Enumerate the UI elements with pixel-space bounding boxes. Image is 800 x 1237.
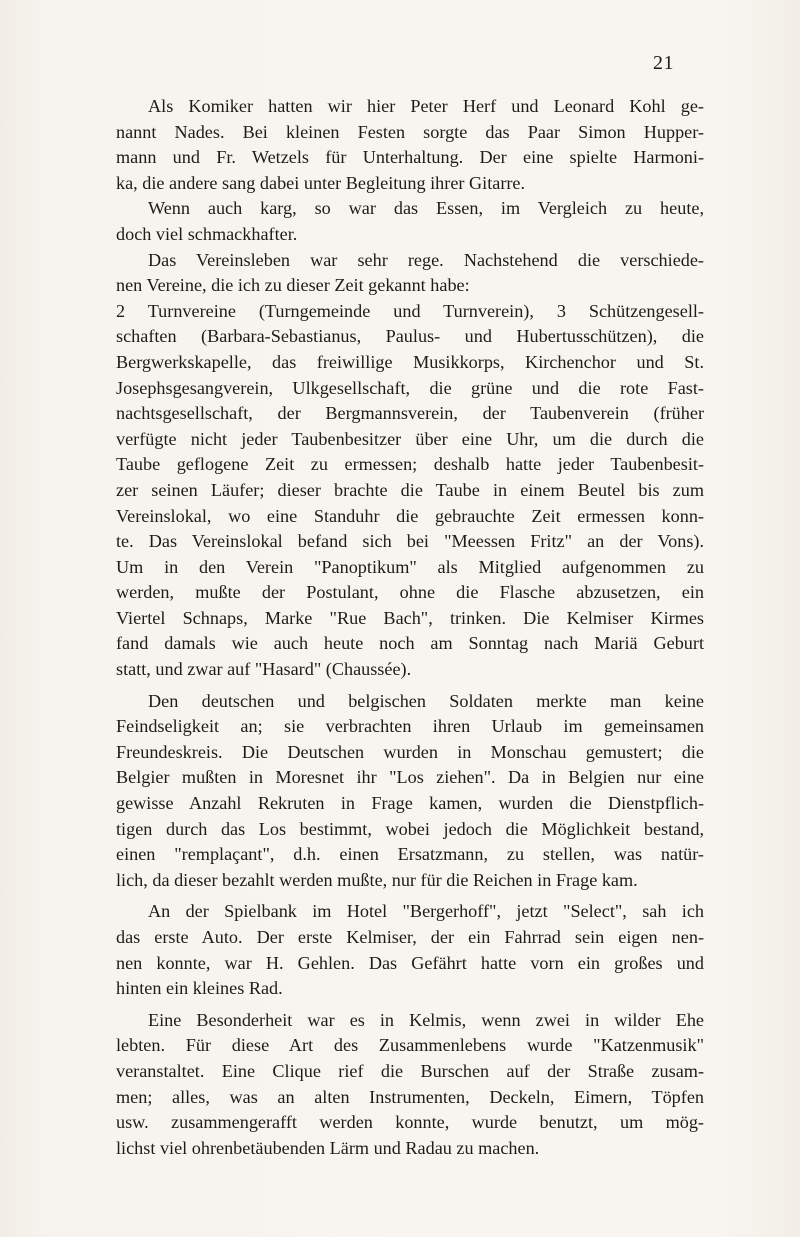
text-line: statt, und zwar auf "Hasard" (Chaussée).	[116, 659, 412, 680]
text-line: fand damals wie auch heute noch am Sonntag nach Mariä Geburt	[116, 633, 704, 654]
text-line: nachtsgesellschaft, der Bergmannsverein, der Taubenverein (früher	[116, 403, 704, 424]
text-line: men; alles, was an alten Instrumenten, Deckeln, Eimern, Töpfen	[116, 1086, 704, 1107]
text-line: lichst viel ohrenbetäubenden Lärm und Radau zu machen.	[116, 1137, 540, 1158]
text-line: Freundeskreis. Die Deutschen wurden in Monschau gemustert; die	[116, 741, 704, 762]
text-line: gewisse Anzahl Rekruten in Frage kamen, wurden die Dienstpflich-	[116, 793, 704, 814]
text-line: ka, die andere sang dabei unter Begleitung ihrer Gitarre.	[116, 172, 526, 193]
body-text	[116, 94, 704, 1161]
text-line: Vereinslokal, wo eine Standuhr die gebrauchte Zeit ermessen konn-	[116, 505, 704, 526]
text-line: Das Vereinsleben war sehr rege. Nachstehend die verschiede-	[148, 249, 704, 270]
text-line: Eine Besonderheit war es in Kelmis, wenn zwei in wilder Ehe	[148, 1009, 704, 1030]
paragraph	[116, 299, 704, 683]
paragraph	[116, 248, 704, 299]
paragraph	[116, 689, 704, 894]
text-line: Bergwerkskapelle, das freiwillige Musikkorps, Kirchenchor und St.	[116, 351, 704, 372]
paragraph	[116, 1008, 704, 1162]
text-line: mann und Fr. Wetzels für Unterhaltung. Der eine spielte Harmoni-	[116, 147, 704, 168]
text-line: Den deutschen und belgischen Soldaten merkte man keine	[148, 690, 704, 711]
text-line: te. Das Vereinslokal befand sich bei "Meessen Fritz" an der Vons).	[116, 531, 704, 552]
text-line: lebten. Für diese Art des Zusammenlebens wurde "Katzenmusik"	[116, 1035, 704, 1056]
text-line: usw. zusammengerafft werden konnte, wurde benutzt, um mög-	[116, 1112, 704, 1133]
text-line: Taube geflogene Zeit zu ermessen; deshalb hatte jeder Taubenbesit-	[116, 454, 704, 475]
text-line: Viertel Schnaps, Marke "Rue Bach", trinken. Die Kelmiser Kirmes	[116, 607, 704, 628]
text-line: werden, mußte der Postulant, ohne die Flasche abzusetzen, ein	[116, 582, 704, 603]
text-line: nen Vereine, die ich zu dieser Zeit gekannt habe:	[116, 275, 470, 296]
text-line: das erste Auto. Der erste Kelmiser, der ein Fahrrad sein eigen nen-	[116, 927, 704, 947]
text-line: veranstaltet. Eine Clique rief die Burschen auf der Straße zusam-	[116, 1060, 704, 1081]
paragraph	[116, 94, 704, 196]
text-line: einen "remplaçant", d.h. einen Ersatzmann, zu stellen, was natür-	[116, 844, 704, 865]
text-line: An der Spielbank im Hotel "Bergerhoff", jetzt "Select", sah ich	[148, 901, 704, 922]
text-line: zer seinen Läufer; dieser brachte die Taube in einem Beutel bis zum	[116, 479, 704, 500]
text-line: doch viel schmackhafter.	[116, 223, 298, 244]
text-line: verfügte nicht jeder Taubenbesitzer über eine Uhr, um die durch die	[116, 428, 704, 449]
text-line: Um in den Verein "Panoptikum" als Mitglied aufgenommen zu	[116, 556, 704, 577]
text-line: lich, da dieser bezahlt werden mußte, nur für die Reichen in Frage kam.	[116, 869, 638, 890]
text-line: 2 Turnvereine (Turngemeinde und Turnverein), 3 Schützengesell-	[116, 300, 704, 321]
paragraph	[116, 196, 704, 247]
text-line: Belgier mußten in Moresnet ihr "Los ziehen". Da in Belgien nur eine	[116, 767, 704, 788]
page-number: 21	[653, 52, 674, 74]
text-line: hinten ein kleines Rad.	[116, 978, 283, 999]
text-line: Josephsgesangverein, Ulkgesellschaft, die grüne und die rote Fast-	[116, 377, 704, 398]
text-line: Als Komiker hatten wir hier Peter Herf und Leonard Kohl ge-	[148, 96, 704, 116]
text-line: schaften (Barbara-Sebastianus, Paulus- und Hubertusschützen), die	[116, 326, 704, 347]
text-line: Wenn auch karg, so war das Essen, im Vergleich zu heute,	[148, 198, 704, 219]
paragraph	[116, 899, 704, 1001]
text-line: tigen durch das Los bestimmt, wobei jedoch die Möglichkeit bestand,	[116, 818, 704, 839]
text-line: Feindseligkeit an; sie verbrachten ihren Urlaub im gemeinsamen	[116, 716, 704, 737]
text-line: nannt Nades. Bei kleinen Festen sorgte das Paar Simon Hupper-	[116, 121, 704, 142]
text-line: nen konnte, war H. Gehlen. Das Gefährt hatte vorn ein großes und	[116, 952, 704, 973]
